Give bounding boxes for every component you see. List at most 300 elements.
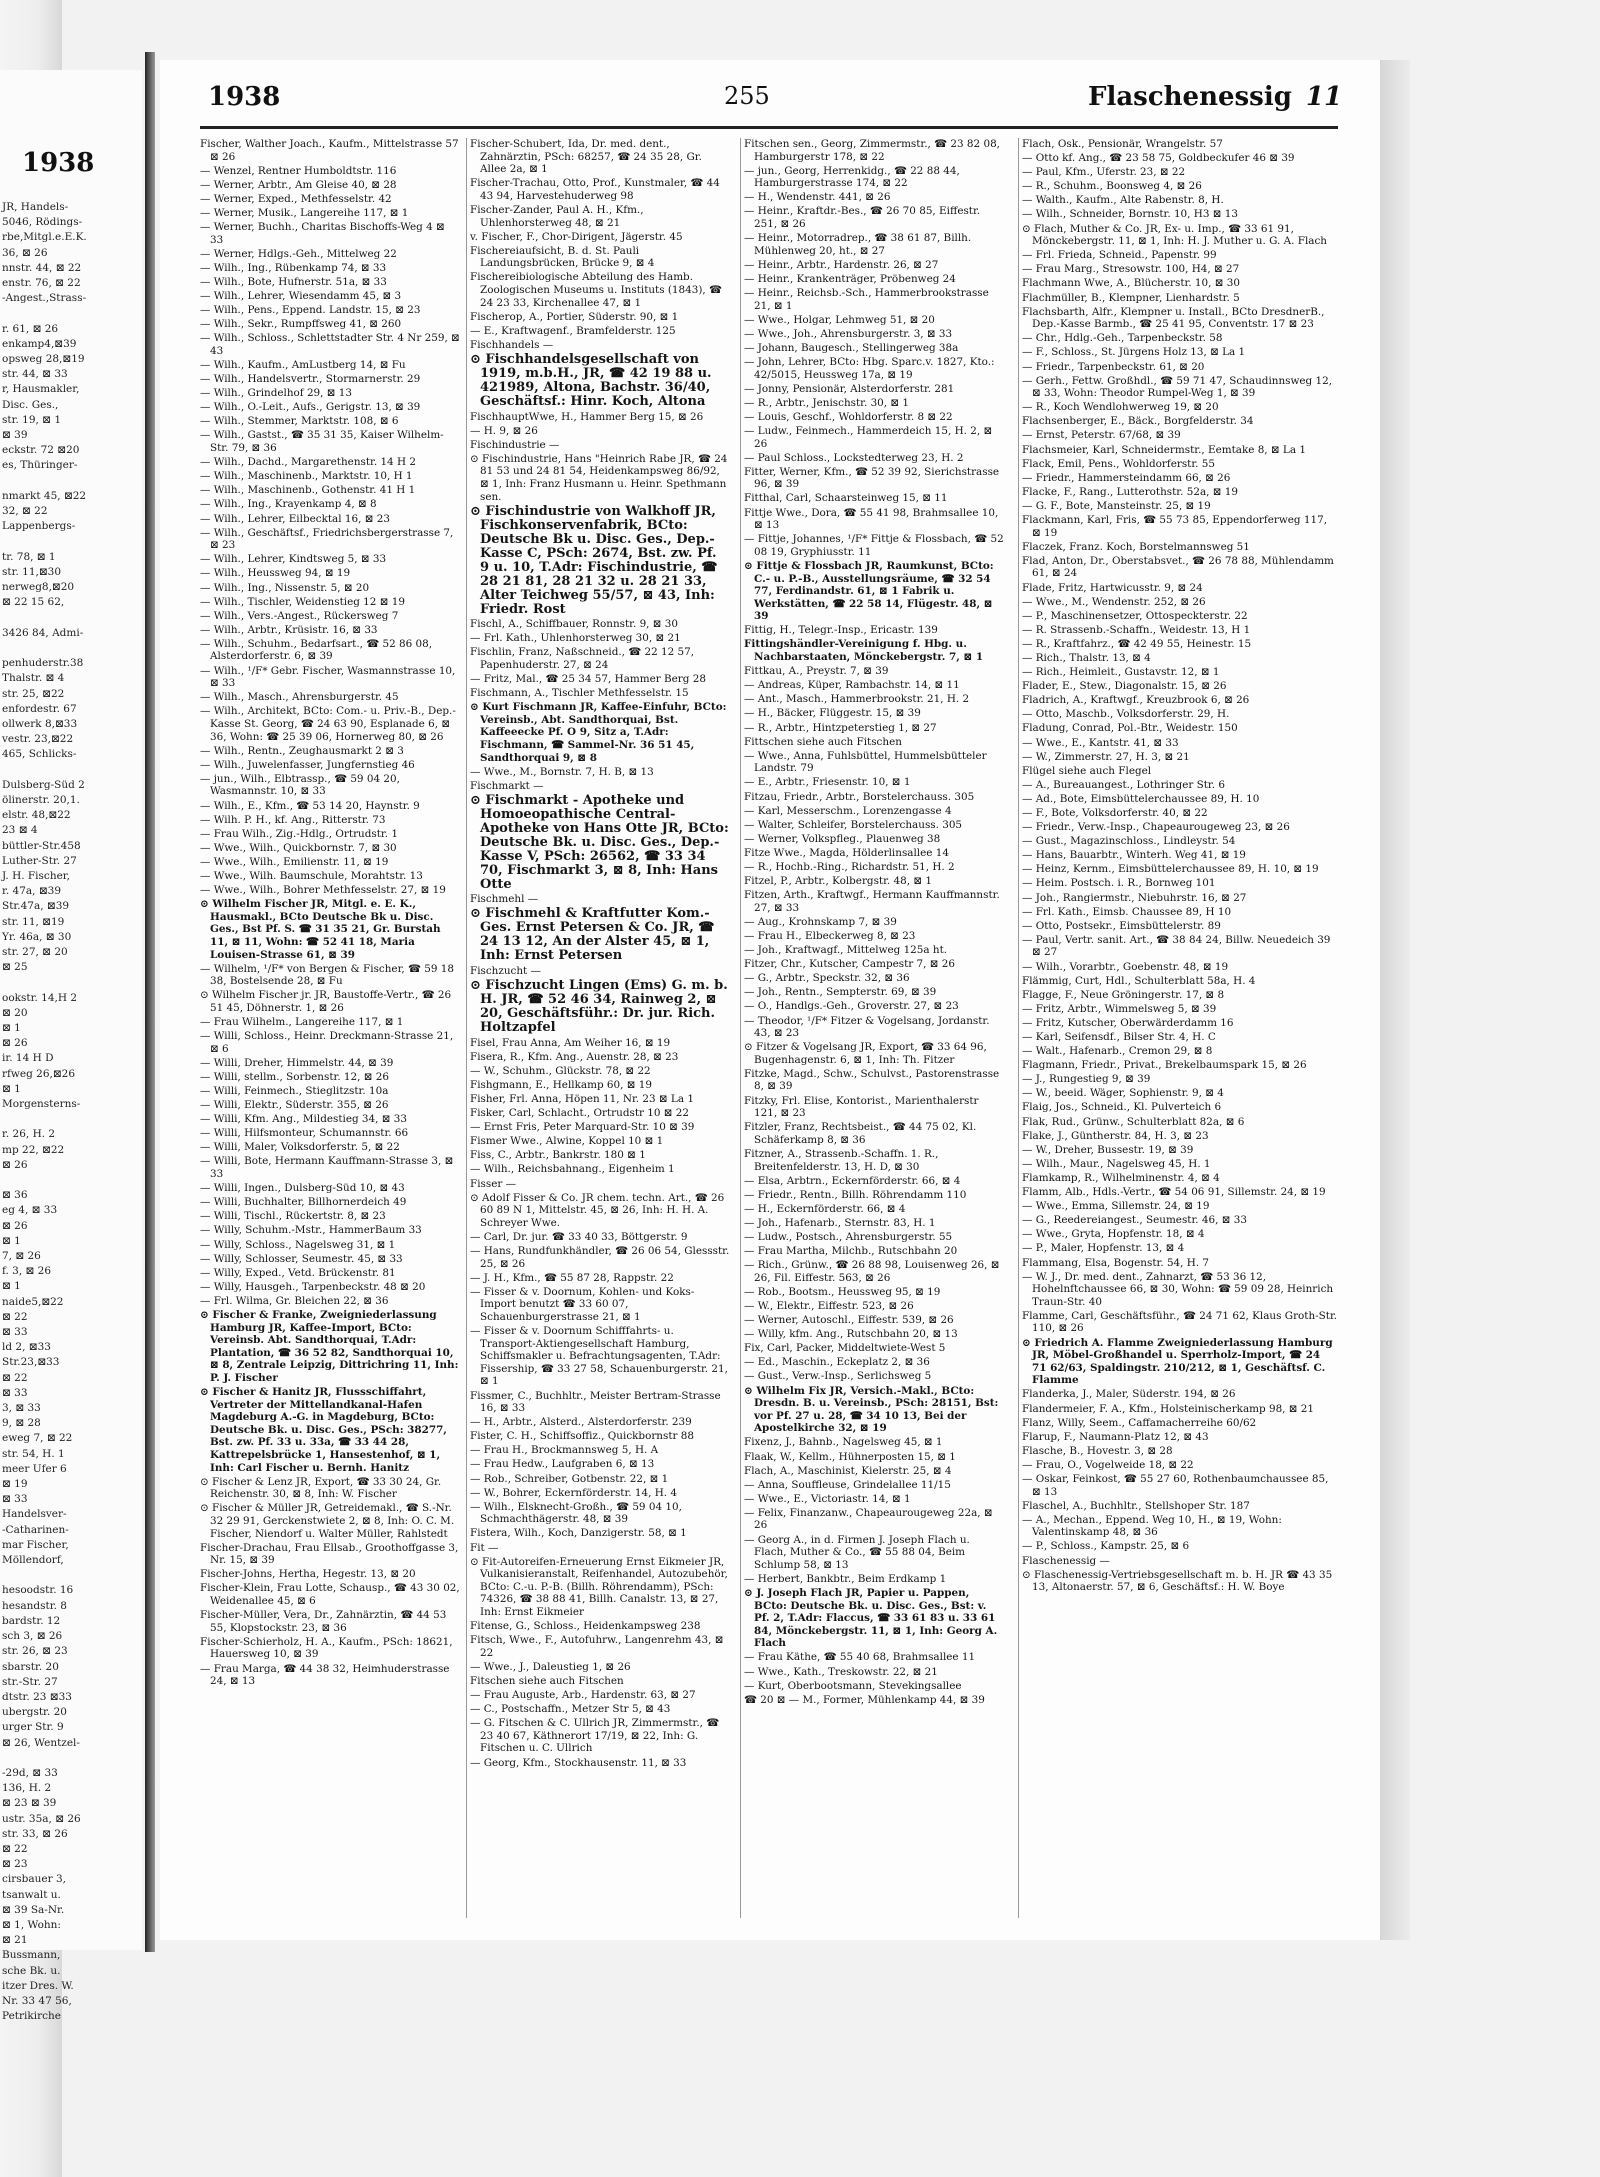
directory-entry: ⊙ Wilhelm Fischer jr. JR, Baustoffe-Vertr., ☎ 26 51 45, Döhnerstr. 1, ⊠ 26 xyxy=(200,989,452,1014)
directory-entry: Fischerop, A., Portier, Süderstr. 90, ⊠ 1 xyxy=(470,310,679,323)
directory-entry: Flaschel, A., Buchhltr., Stellshoper Str. 187 xyxy=(1022,1499,1250,1512)
previous-page-line: ⊠ 36 xyxy=(2,1189,28,1202)
directory-entry: ⊙ Wilhelm Fix JR, Versich.-Makl., BCto: Dresdn. B. u. Vereinsb., PSch: 28151, Bst: vor Pf. 27 u. 28, ☎ 34 10 13, Bei der Apostelkirche 32, ⊠ 19 xyxy=(744,1384,999,1435)
directory-entry: — Friedr., Rentn., Billh. Röhrendamm 110 xyxy=(744,1188,967,1201)
directory-entry: — Willi, Tischl., Rückertstr. 8, ⊠ 23 xyxy=(200,1210,386,1223)
directory-entry: ⊙ Fitzer & Vogelsang JR, Export, ☎ 33 64 96, Bugenhagenstr. 6, ⊠ 1, Inh: Th. Fitzer xyxy=(744,1041,987,1066)
directory-entry: ⊙ Fischindustrie von Walkhoff JR, Fischkonservenfabrik, BCto: Deutsche Bk u. Disc. Ges., Dep.-Kasse C, PSch: 2674, Bst. zw. Pf. 9 u. 10, T.Adr: Fischindustrie, ☎ 28 21 81, 28 21 32 u. 28 21 33, Alter Teichweg 55/57, ⊠ 43, Inh: Friedr. Rost xyxy=(470,503,718,617)
directory-entry: — Heinr., Reichsb.-Sch., Hammerbrookstrasse 21, ⊠ 1 xyxy=(744,287,989,312)
directory-entry: — P., Maschinensetzer, Ottospeckterstr. 22 xyxy=(1022,609,1248,622)
directory-entry: — Frl. Wilma, Gr. Bleichen 22, ⊠ 36 xyxy=(200,1294,389,1307)
directory-entry: Flackmann, Karl, Fris, ☎ 55 73 85, Eppendorferweg 117, ⊠ 19 xyxy=(1022,514,1327,539)
directory-entry: — Fisser & v. Doornum Schifffahrts- u. Transport-Aktiengesellschaft Hamburg, Schiffsmakler u. Befrachtungsagenten, T.Adr: Fissership, ☎ 33 27 58, Schauenburgerstr. 21, ⊠ 1 xyxy=(470,1325,728,1388)
directory-entry: — Wenzel, Rentner Humboldtstr. 116 xyxy=(200,164,397,177)
directory-entry: Flaak, W., Kellm., Hühnerposten 15, ⊠ 1 xyxy=(744,1450,956,1463)
directory-entry: — Willi, Maler, Volksdorferstr. 5, ⊠ 22 xyxy=(200,1141,400,1154)
directory-entry: Flanz, Willy, Seem., Caffamacherreihe 60/62 xyxy=(1022,1416,1257,1429)
directory-entry: Fisher, Frl. Anna, Höpen 11, Nr. 23 ⊠ La 1 xyxy=(470,1092,694,1105)
directory-entry: — Carl, Dr. jur. ☎ 33 40 33, Böttgerstr. 9 xyxy=(470,1230,688,1243)
previous-page-line: r. 61, ⊠ 26 xyxy=(2,322,59,335)
directory-entry: — Wwe., M., Bornstr. 7, H. B, ⊠ 13 xyxy=(470,765,654,778)
directory-entry: Fischzucht — xyxy=(470,964,541,977)
previous-page-line: dtstr. 23 ⊠33 xyxy=(2,1690,72,1703)
directory-entry: Fister, C. H., Schiffsoffiz., Quickbornstr 88 xyxy=(470,1430,695,1443)
directory-column-3 xyxy=(744,138,1004,1708)
directory-entry: — Rob., Schreiber, Gotbenstr. 22, ⊠ 1 xyxy=(470,1472,669,1485)
previous-page-line: 3426 84, Admi- xyxy=(2,626,84,639)
directory-entry: Flachmüller, B., Klempner, Lienhardstr. 5 xyxy=(1022,291,1240,304)
directory-entry: — Wilh., Vorarbtr., Goebenstr. 48, ⊠ 19 xyxy=(1022,960,1229,973)
previous-page-line: Yr. 46a, ⊠ 30 xyxy=(2,930,72,943)
previous-page-line: ⊠ 26 xyxy=(2,1037,28,1050)
previous-page-line: bardstr. 12 xyxy=(2,1614,61,1627)
directory-entry: — Willi, Ingen., Dulsberg-Süd 10, ⊠ 43 xyxy=(200,1182,405,1195)
column-divider xyxy=(1018,138,1019,1918)
directory-entry: — Frau Hedw., Laufgraben 6, ⊠ 13 xyxy=(470,1458,655,1471)
directory-entry: — Kurt, Oberbootsmann, Stevekingsallee xyxy=(744,1679,962,1692)
directory-entry: — Heinr., Arbtr., Hardenstr. 26, ⊠ 27 xyxy=(744,258,939,271)
previous-page-line: mar Fischer, xyxy=(2,1538,69,1551)
directory-entry: Flamm, Alb., Hdls.-Vertr., ☎ 54 06 91, Sillemstr. 24, ⊠ 19 xyxy=(1022,1186,1326,1199)
previous-page-line: ⊠ 33 xyxy=(2,1493,28,1506)
previous-page-line: 136, H. 2 xyxy=(2,1782,52,1795)
directory-entry: — Ludw., Feinmech., Hammerdeich 15, H. 2, ⊠ 26 xyxy=(744,424,993,450)
directory-entry: — Wwe., Wilh., Quickbornstr. 7, ⊠ 30 xyxy=(200,841,397,854)
previous-page-line xyxy=(2,474,142,489)
previous-page-line: es, Thüringer- xyxy=(2,459,78,472)
previous-page-line: ollwerk 8,⊠33 xyxy=(2,717,78,730)
directory-entry: — Georg A., in d. Firmen J. Joseph Flach u. Flach, Muther & Co., ☎ 55 88 04, Beim Schlump 58, ⊠ 13 xyxy=(744,1533,970,1571)
previous-page-line: Thalstr. ⊠ 4 xyxy=(2,672,65,685)
directory-entry: — F., Schloss., St. Jürgens Holz 13, ⊠ La 1 xyxy=(1022,346,1246,359)
directory-entry: Fischhandels — xyxy=(470,338,554,351)
directory-entry: — Wilh., Grindelhof 29, ⊠ 13 xyxy=(200,387,352,400)
directory-entry: Fiss, C., Arbtr., Bankrstr. 180 ⊠ 1 xyxy=(470,1149,646,1162)
previous-page-line: ⊠ 33 xyxy=(2,1326,28,1339)
directory-entry: — Oskar, Feinkost, ☎ 55 27 60, Rothenbaumchaussee 85, ⊠ 13 xyxy=(1022,1473,1329,1498)
directory-entry: Flaig, Jos., Schneid., Kl. Pulverteich 6 xyxy=(1022,1101,1222,1114)
directory-entry: — Wilh., Ing., Krayenkamp 4, ⊠ 8 xyxy=(200,498,377,511)
previous-page-line: Bussmann, xyxy=(2,1949,61,1962)
directory-entry: — J., Rungestieg 9, ⊠ 39 xyxy=(1022,1073,1151,1086)
directory-entry: Flad, Anton, Dr., Oberstabsvet., ☎ 26 78 88, Mühlendamm 61, ⊠ 24 xyxy=(1022,554,1334,580)
previous-page-line: ⊠ 22 15 62, xyxy=(2,596,65,609)
previous-page-line: Disc. Ges., xyxy=(2,398,59,411)
previous-page-line xyxy=(2,1173,142,1188)
directory-entry: — Chr., Hdlg.-Geh., Tarpenbeckstr. 58 xyxy=(1022,332,1223,345)
previous-page-line: sche Bk. u. xyxy=(2,1964,61,1977)
directory-entry: — Paul, Vertr. sanit. Art., ☎ 38 84 24, Billw. Neuedeich 39 ⊠ 27 xyxy=(1022,933,1331,959)
previous-page-line xyxy=(2,1751,142,1766)
directory-entry: — Wilh., Maur., Nagelsweg 45, H. 1 xyxy=(1022,1157,1211,1170)
directory-entry: — Wwe., J., Daleustieg 1, ⊠ 26 xyxy=(470,1660,631,1673)
directory-entry: — Willy, Schloss., Nagelsweg 31, ⊠ 1 xyxy=(200,1238,396,1251)
previous-page-line: sbarstr. 20 xyxy=(2,1660,59,1673)
directory-entry: — R., Arbtr., Hintzpeterstieg 1, ⊠ 27 xyxy=(744,721,937,734)
directory-entry: — Fritz, Kutscher, Oberwärderdamm 16 xyxy=(1022,1016,1234,1029)
directory-entry: — G. Fitschen & C. Ullrich JR, Zimmermstr., ☎ 23 40 67, Käthnerort 17/19, ⊠ 22, Inh: G. Fitschen u. C. Ullrich xyxy=(470,1717,720,1755)
previous-page-lines xyxy=(2,200,142,2024)
previous-page-line: str. 25, ⊠22 xyxy=(2,687,65,700)
previous-page-line: str. 11,⊠30 xyxy=(2,565,62,578)
directory-entry: — E., Kraftwagenf., Bramfelderstr. 125 xyxy=(470,324,676,337)
directory-entry: — Wilh., O.-Leit., Aufs., Gerigstr. 13, ⊠ 39 xyxy=(200,401,421,414)
directory-entry: — Rich., Heimleit., Gustavstr. 12, ⊠ 1 xyxy=(1022,666,1220,679)
directory-entry: — R., Koch Wendlohwerweg 19, ⊠ 20 xyxy=(1022,401,1219,414)
directory-entry: — Wilh., Kaufm., AmLustberg 14, ⊠ Fu xyxy=(200,359,406,371)
directory-entry: Flagmann, Friedr., Privat., Brekelbaumspark 15, ⊠ 26 xyxy=(1022,1059,1307,1072)
previous-page-line: ⊠ 22 xyxy=(2,1842,28,1855)
directory-entry: — Gust., Magazinschloss., Lindleystr. 54 xyxy=(1022,835,1236,848)
directory-entry: FischhauptWwe, H., Hammer Berg 15, ⊠ 26 xyxy=(470,410,704,423)
directory-entry: — Wilh., Ing., Rübenkamp 74, ⊠ 33 xyxy=(200,261,387,274)
previous-page-line: 32, ⊠ 22 xyxy=(2,505,48,518)
previous-page-line: ⊠ 26 xyxy=(2,1219,28,1232)
directory-entry: — Wwe., Joh., Ahrensburgerstr. 3, ⊠ 33 xyxy=(744,327,953,340)
directory-entry: — Rob., Bootsm., Heussweg 95, ⊠ 19 xyxy=(744,1285,941,1298)
directory-entry: Fischmann, A., Tischler Methfesselstr. 15 xyxy=(470,687,689,700)
directory-entry: — Wilh., Architekt, BCto: Com.- u. Priv.-B., Dep.-Kasse St. Georg, ☎ 24 63 90, Esplanade 6, ⊠ 36, Wohn: ☎ 25 39 06, Hornerweg 80, ⊠ 26 xyxy=(200,705,456,743)
directory-entry: — Frau Marg., Stresowstr. 100, H4, ⊠ 27 xyxy=(1022,263,1240,276)
directory-entry: Flamkamp, R., Wilhelminenstr. 4, ⊠ 4 xyxy=(1022,1171,1220,1184)
directory-entry: v. Fischer, F., Chor-Dirigent, Jägerstr. 45 xyxy=(470,230,683,243)
directory-entry: Flamme, Carl, Geschäftsführ., ☎ 24 71 62, Klaus Groth-Str. 110, ⊠ 26 xyxy=(1022,1309,1338,1335)
directory-entry: — Paul Schloss., Lockstedterweg 23, H. 2 xyxy=(744,451,964,464)
page-gutter xyxy=(145,52,155,1952)
directory-entry: — Wwe., Anna, Fuhlsbüttel, Hummelsbütteler Landstr. 79 xyxy=(744,749,987,775)
directory-entry: — Frl. Kath., Eimsb. Chaussee 89, H 10 xyxy=(1022,905,1232,918)
directory-entry: — Wwe., M., Wendenstr. 252, ⊠ 26 xyxy=(1022,595,1206,608)
previous-page-line: Morgensterns- xyxy=(2,1097,81,1110)
directory-entry: — Rich., Grünw., ☎ 26 88 98, Louisenweg 26, ⊠ 26, Fil. Eiffestr. 563, ⊠ 26 xyxy=(744,1259,1000,1284)
previous-page-line xyxy=(2,610,142,625)
directory-entry: — A., Mechan., Eppend. Weg 10, H., ⊠ 19, Wohn: Valentinskamp 48, ⊠ 36 xyxy=(1022,1513,1282,1539)
directory-entry: — Wwe., Holgar, Lehmweg 51, ⊠ 20 xyxy=(744,313,935,326)
directory-entry: — Wilh., Arbtr., Krüsistr. 16, ⊠ 33 xyxy=(200,623,378,636)
previous-page-line: str.-Str. 27 xyxy=(2,1675,58,1688)
directory-entry: ⊙ Fischer & Franke, Zweigniederlassung Hamburg JR, Kaffee-Import, BCto: Vereinsb. Abt. Sandthorquai, T.Adr: Plantation, ☎ 36 52 82, Sandthorquai 10, ⊠ 8, Zentrale Leipzig, Dittrichring 11, Inh: P. J. Fischer xyxy=(200,1308,459,1384)
directory-entry: ⊙ Fischhandelsgesellschaft von 1919, m.b.H., JR, ☎ 42 19 88 u. 421989, Altona, Bachstr. 36/40, Geschäftsf.: Hinr. Koch, Altona xyxy=(470,352,712,409)
directory-entry: — A., Bureauangest., Lothringer Str. 6 xyxy=(1022,778,1225,791)
previous-page-line: eckstr. 72 ⊠20 xyxy=(2,444,80,457)
previous-page-line: naide5,⊠22 xyxy=(2,1295,64,1308)
directory-entry: — R. Strassenb.-Schaffn., Weidestr. 13, H 1 xyxy=(1022,623,1251,636)
directory-entry: Fitzky, Frl. Elise, Kontorist., Marienthalerstr 121, ⊠ 23 xyxy=(744,1094,979,1120)
directory-entry: Fitschen sen., Georg, Zimmermstr., ☎ 23 82 08, Hamburgerstr 178, ⊠ 22 xyxy=(744,138,1000,163)
directory-entry: — Wilh., Lehrer, Eilbecktal 16, ⊠ 23 xyxy=(200,512,390,525)
directory-entry: — Wilh., Ing., Nissenstr. 5, ⊠ 20 xyxy=(200,581,370,594)
directory-entry: Fisera, R., Kfm. Ang., Auenstr. 28, ⊠ 23 xyxy=(470,1050,679,1063)
directory-entry: — Friedr., Hammersteindamm 66, ⊠ 26 xyxy=(1022,471,1231,484)
directory-entry: — jun., Wilh., Elbtrassp., ☎ 59 04 20, Wasmannstr. 10, ⊠ 33 xyxy=(200,772,400,798)
directory-entry: Flachsbarth, Alfr., Klempner u. Install., BCto DresdnerB., Dep.-Kasse Barmb., ☎ 25 41 95, Conventstr. 17 ⊠ 23 xyxy=(1022,305,1325,331)
directory-entry: — Frl. Kath., Uhlenhorsterweg 30, ⊠ 21 xyxy=(470,632,681,645)
previous-page-line: ⊠ 1 xyxy=(2,1021,21,1034)
previous-page-line: str. 19, ⊠ 1 xyxy=(2,413,62,426)
previous-page-line: nmarkt 45, ⊠22 xyxy=(2,489,87,502)
directory-entry: Fischer-Schubert, Ida, Dr. med. dent., Zahnärztin, PSch: 68257, ☎ 24 35 28, Gr. Allee 2a, ⊠ 1 xyxy=(470,138,702,176)
directory-entry: Flämmig, Curt, Hdl., Schulterblatt 58a, H. 4 xyxy=(1022,974,1256,987)
directory-entry: Flak, Rud., Grünw., Schulterblatt 82a, ⊠ 6 xyxy=(1022,1115,1245,1128)
previous-page-line: ⊠ 19 xyxy=(2,1478,28,1491)
directory-entry: Flach, Osk., Pensionär, Wrangelstr. 57 xyxy=(1022,138,1223,150)
previous-page-line: ⊠ 39 xyxy=(2,429,28,442)
previous-page-line: 5046, Rödings- xyxy=(2,216,83,229)
directory-entry: — Ed., Maschin., Eckeplatz 2, ⊠ 36 xyxy=(744,1356,930,1369)
previous-page-line xyxy=(2,763,142,778)
running-title-text: Flaschenessig xyxy=(1088,82,1292,112)
directory-entry: — Wilh., Sekr., Rumpffsweg 41, ⊠ 260 xyxy=(200,318,402,331)
directory-entry: — Wwe., Wilh., Emilienstr. 11, ⊠ 19 xyxy=(200,855,389,868)
directory-entry: ⊙ Fischzucht Lingen (Ems) G. m. b. H. JR, ☎ 52 46 34, Rainweg 2, ⊠ 20, Geschäftsführ.: Dr. jur. Rich. Holtzapfel xyxy=(470,978,728,1036)
previous-page-line: rbe,Mitgl.e.E.K. xyxy=(2,231,87,244)
directory-entry: — Willi, Buchhalter, Billhornerdeich 49 xyxy=(200,1196,407,1209)
directory-entry: — Wilh., Schloss., Schlettstadter Str. 4 Nr 259, ⊠ 43 xyxy=(200,332,460,357)
directory-entry: — Andreas, Küper, Rambachstr. 14, ⊠ 11 xyxy=(744,679,960,692)
directory-entry: Fisel, Frau Anna, Am Weiher 16, ⊠ 19 xyxy=(470,1036,671,1049)
directory-entry: Flack, Emil, Pens., Wohldorferstr. 55 xyxy=(1022,457,1215,470)
directory-entry: — Wwe., Gryta, Hopfenstr. 18, ⊠ 4 xyxy=(1022,1228,1205,1241)
previous-page-line: str. 26, ⊠ 23 xyxy=(2,1645,68,1658)
previous-page-line: hesoodstr. 16 xyxy=(2,1584,74,1597)
directory-entry: Flanderka, J., Maler, Süderstr. 194, ⊠ 26 xyxy=(1022,1388,1236,1401)
directory-entry: — Johann, Baugesch., Stellingerweg 38a xyxy=(744,341,959,354)
directory-entry: — H. 9, ⊠ 26 xyxy=(470,424,538,437)
directory-entry: — Werner, Exped., Methfesselstr. 42 xyxy=(200,192,392,205)
directory-entry: — Fritz, Arbtr., Wimmelsweg 5, ⊠ 39 xyxy=(1022,1002,1217,1015)
previous-page-line: ⊠ 39 Sa-Nr. xyxy=(2,1903,65,1916)
directory-entry: ⊙ Adolf Fisser & Co. JR chem. techn. Art., ☎ 26 60 89 N 1, Mittelstr. 45, ⊠ 26, Inh: H. H. A. Schreyer Wwe. xyxy=(470,1191,725,1229)
directory-entry: — Wilh., Schneider, Bornstr. 10, H3 ⊠ 13 xyxy=(1022,208,1238,221)
directory-entry: ⊙ J. Joseph Flach JR, Papier u. Pappen, BCto: Deutsche Bk. u. Disc. Ges., Bst: v. Pf. 2, T.Adr: Flaccus, ☎ 33 61 83 u. 33 61 84, Mönckebergstr. 11, ⊠ 1, Inh: Georg A. Flach xyxy=(744,1586,998,1650)
directory-entry: — Otto, Maschb., Volksdorferstr. 29, H. xyxy=(1022,708,1230,721)
directory-entry: — Friedr., Tarpenbeckstr. 61, ⊠ 20 xyxy=(1022,360,1205,373)
directory-entry: Fischindustrie — xyxy=(470,438,560,451)
previous-page-line: Str.23,⊠33 xyxy=(2,1356,60,1369)
directory-entry: — W., Elektr., Eiffestr. 523, ⊠ 26 xyxy=(744,1299,914,1312)
directory-entry: — Wilh., Heussweg 94, ⊠ 19 xyxy=(200,567,351,580)
previous-page-line: Lappenbergs- xyxy=(2,520,76,533)
directory-entry: — Wwe., E., Kantstr. 41, ⊠ 33 xyxy=(1022,736,1179,749)
previous-page-line: itzer Dres. W. xyxy=(2,1979,74,1992)
directory-entry: — Frau Martha, Milchb., Rutschbahn 20 xyxy=(744,1245,958,1258)
directory-entry: Flügel siehe auch Flegel xyxy=(1022,764,1152,777)
directory-entry: — Wilhelm, ¹/F* von Bergen & Fischer, ☎ 59 18 38, Bostelsende 28, ⊠ Fu xyxy=(200,962,455,988)
directory-entry: ⊙ Fischer & Hanitz JR, Flussschiffahrt, Vertreter der Mittellandkanal-Hafen Magdeburg A.-G. in Magdeburg, BCto: Deutsche Bk. u. Disc. Ges., PSch: 38277, Bst. zw. Pf. 33 u. 33a, ☎ 33 44 28, Kattrepelsbrücke 1, Hansestenhof, ⊠ 1, Inh: Carl Fischer u. Bernh. Hanitz xyxy=(200,1386,447,1474)
directory-entry: Fitzner, A., Strassenb.-Schaffn. 1. R., Breitenfelderstr. 13, H. D, ⊠ 30 xyxy=(744,1147,939,1173)
directory-entry: Flachmann Wwe, A., Blücherstr. 10, ⊠ 30 xyxy=(1022,277,1240,290)
directory-entry: — R., Schuhm., Boonsweg 4, ⊠ 26 xyxy=(1022,180,1202,193)
directory-entry: — Wwe., Wilh., Bohrer Methfesselstr. 27, ⊠ 19 xyxy=(200,884,446,897)
directory-entry: — Gust., Verw.-Insp., Serlichsweg 5 xyxy=(744,1370,932,1383)
previous-page-line: elstr. 48,⊠22 xyxy=(2,809,71,822)
directory-entry: — Anna, Souffleuse, Grindelallee 11/15 xyxy=(744,1478,951,1491)
directory-entry: — Ad., Bote, Eimsbüttelerchaussee 89, H. 10 xyxy=(1022,792,1260,805)
previous-page-line: 3, ⊠ 33 xyxy=(2,1402,41,1415)
previous-page-line: penhuderstr.38 xyxy=(2,657,84,670)
directory-entry: ⊙ Wilhelm Fischer JR, Mitgl. e. E. K., Hausmakl., BCto Deutsche Bk u. Disc. Ges., Bst Pf. S. ☎ 31 35 21, Gr. Burstah 11, ⊠ 11, Wohn: ☎ 52 41 18, Maria Louisen-Strasse 61, ⊠ 39 xyxy=(200,898,441,961)
directory-entry: Fitzel, P., Arbtr., Kolbergstr. 48, ⊠ 1 xyxy=(744,875,932,888)
directory-entry: — Wilh., Maschinenb., Marktstr. 10, H 1 xyxy=(200,470,413,483)
previous-page-line: str. 54, H. 1 xyxy=(2,1447,65,1460)
directory-entry: — Willi, Schloss., Heinr. Dreckmann-Strasse 21, ⊠ 6 xyxy=(200,1030,454,1055)
previous-page-line: cirsbauer 3, xyxy=(2,1873,66,1886)
directory-entry: — Wilh., Lehrer, Kindtsweg 5, ⊠ 33 xyxy=(200,553,387,566)
page-shadow xyxy=(1380,60,1410,1940)
page-running-title xyxy=(1088,82,1342,112)
directory-entry: — Frau Käthe, ☎ 55 40 68, Brahmsallee 11 xyxy=(744,1651,976,1664)
previous-page-line: mp 22, ⊠22 xyxy=(2,1143,65,1156)
previous-page-line: J. H. Fischer, xyxy=(2,869,70,882)
directory-entry: — Frau, O., Vogelweide 18, ⊠ 22 xyxy=(1022,1458,1194,1471)
directory-entry: Fischer-Schierholz, H. A., Kaufm., PSch: 18621, Hauersweg 10, ⊠ 39 xyxy=(200,1635,453,1661)
previous-page-line: vestr. 23,⊠22 xyxy=(2,733,74,746)
directory-entry: Fix, Carl, Packer, Middeltwiete-West 5 xyxy=(744,1342,946,1355)
previous-page-line: ⊠ 22 xyxy=(2,1371,28,1384)
directory-entry: Fissmer, C., Buchhltr., Meister Bertram-Strasse 16, ⊠ 33 xyxy=(470,1389,721,1415)
directory-entry: Flach, A., Maschinist, Kielerstr. 25, ⊠ 4 xyxy=(744,1464,952,1477)
previous-page-line: nerweg8,⊠20 xyxy=(2,581,75,594)
directory-entry: Flade, Fritz, Hartwicusstr. 9, ⊠ 24 xyxy=(1022,581,1203,594)
directory-entry: — Wilh., Geschäftsf., Friedrichsbergerstrasse 7, ⊠ 23 xyxy=(200,526,454,552)
directory-entry: — Wilh., Stemmer, Marktstr. 108, ⊠ 6 xyxy=(200,415,399,428)
directory-entry: — Karl, Seifensdf., Bilser Str. 4, H. C xyxy=(1022,1031,1216,1043)
directory-entry: Fitsch, Wwe., F., Autofuhrw., Langenrehm 43, ⊠ 22 xyxy=(470,1634,724,1659)
directory-entry: — W., Zimmerstr. 27, H. 3, ⊠ 21 xyxy=(1022,750,1190,763)
header-rule xyxy=(200,126,1338,129)
directory-entry: — W., Bohrer, Eckernförderstr. 14, H. 4 xyxy=(470,1486,677,1499)
directory-entry: — Ernst Fris, Peter Marquard-Str. 10 ⊠ 39 xyxy=(470,1121,695,1134)
directory-entry: — Otto, Postsekr., Eimsbüttelerstr. 89 xyxy=(1022,919,1221,932)
previous-page-line: ustr. 35a, ⊠ 26 xyxy=(2,1812,81,1825)
directory-entry: Fischer-Klein, Frau Lotte, Schausp., ☎ 43 30 02, Weidenallee 45, ⊠ 6 xyxy=(200,1582,460,1608)
directory-entry: Flachsenberger, E., Bäck., Borgfelderstr. 34 xyxy=(1022,415,1254,428)
directory-entry: Fitzau, Friedr., Arbtr., Borstelerchauss. 305 xyxy=(744,790,975,803)
directory-entry: — Wwe., Emma, Sillemstr. 24, ⊠ 19 xyxy=(1022,1200,1210,1213)
previous-page-line: Möllendorf, xyxy=(2,1554,64,1567)
directory-entry: — Hans, Bauarbtr., Winterh. Weg 41, ⊠ 19 xyxy=(1022,849,1246,862)
directory-entry: Fischer-Zander, Paul A. H., Kfm., Uhlenhorsterweg 48, ⊠ 21 xyxy=(470,203,644,229)
directory-entry: — Wilh., Rentn., Zeughausmarkt 2 ⊠ 3 xyxy=(200,744,404,757)
directory-entry: — G. F., Bote, Mansteinstr. 25, ⊠ 19 xyxy=(1022,499,1211,512)
directory-entry: — Willy, Schuhm.-Mstr., HammerBaum 33 xyxy=(200,1224,422,1237)
directory-entry: Fittkau, A., Preystr. 7, ⊠ 39 xyxy=(744,665,889,678)
previous-page-line xyxy=(2,306,142,321)
directory-entry: Flacke, F., Rang., Lutterothstr. 52a, ⊠ 19 xyxy=(1022,485,1238,498)
directory-entry: ⊙ Fischer & Müller JR, Getreidemakl., ☎ S.-Nr. 32 29 91, Gerckenstwiete 2, ⊠ 8, Inh: O. C. M. Fischer, Niendorf u. Walter Müller, Rahlstedt xyxy=(200,1502,455,1540)
directory-entry: Fisker, Carl, Schlacht., Ortrudstr 10 ⊠ 22 xyxy=(470,1107,690,1120)
directory-entry: — Fisser & v. Doornum, Kohlen- und Koks-Import benutzt ☎ 33 60 07, Schauenburgerstrasse 21, ⊠ 1 xyxy=(470,1285,695,1323)
directory-entry: — Frl. Frieda, Schneid., Papenstr. 99 xyxy=(1022,249,1217,262)
directory-entry: — John, Lehrer, BCto: Hbg. Sparc.v. 1827, Kto.: 42/5015, Heussweg 17a, ⊠ 19 xyxy=(744,356,995,381)
directory-entry: Fitter, Werner, Kfm., ☎ 52 39 92, Sierichstrasse 96, ⊠ 39 xyxy=(744,465,1000,491)
previous-page-line: ⊠ 22 xyxy=(2,1310,28,1323)
previous-page-line: ⊠ 1 xyxy=(2,1280,21,1293)
previous-page-line: sch 3, ⊠ 26 xyxy=(2,1630,63,1643)
directory-entry: — C., Postschaffn., Metzer Str 5, ⊠ 43 xyxy=(470,1703,671,1716)
directory-entry: — Willi, Kfm. Ang., Mildestieg 34, ⊠ 33 xyxy=(200,1113,407,1126)
previous-page-line: urger Str. 9 xyxy=(2,1721,64,1734)
previous-page-line: enfordestr. 67 xyxy=(2,702,77,715)
directory-entry: — Werner, Autoschl., Eiffestr. 539, ⊠ 26 xyxy=(744,1314,954,1327)
previous-page-line: Petrikirche xyxy=(2,2010,62,2023)
directory-entry: — Fittje, Johannes, ¹/F* Fittje & Flossbach, ☎ 52 08 19, Gryphiusstr. 11 xyxy=(744,533,1004,558)
directory-entry: — Wwe., E., Victoriastr. 14, ⊠ 1 xyxy=(744,1492,911,1505)
directory-entry: — Wilh., Masch., Ahrensburgerstr. 45 xyxy=(200,691,399,704)
directory-entry: — Frau H., Elbeckerweg 8, ⊠ 23 xyxy=(744,929,916,942)
directory-entry: Flammang, Elsa, Bogenstr. 54, H. 7 xyxy=(1022,1256,1210,1269)
directory-entry: — Willi, stellm., Sorbenstr. 12, ⊠ 26 xyxy=(200,1070,389,1083)
directory-entry: — Joh., Kraftwagf., Mittelweg 125a ht. xyxy=(744,944,948,957)
directory-entry: ☎ 20 ⊠ — M., Former, Mühlenkamp 44, ⊠ 39 xyxy=(744,1693,985,1706)
directory-entry: — Willy, Exped., Vetd. Brückenstr. 81 xyxy=(200,1266,396,1279)
previous-page-line: ölinerstr. 20,1. xyxy=(2,793,80,806)
directory-entry: — Georg, Kfm., Stockhausenstr. 11, ⊠ 33 xyxy=(470,1756,687,1769)
directory-entry: — Walter, Schleifer, Borstelerchauss. 305 xyxy=(744,818,963,831)
previous-page-line: ⊠ 1 xyxy=(2,1082,21,1095)
previous-page-line: tr. 78, ⊠ 1 xyxy=(2,550,56,563)
page-number: 255 xyxy=(724,82,770,110)
previous-page-line: 465, Schlicks- xyxy=(2,748,77,761)
directory-entry: — Elsa, Arbtrn., Eckernförderstr. 66, ⊠ 4 xyxy=(744,1174,961,1187)
previous-page-line: ⊠ 20 xyxy=(2,1006,28,1019)
directory-entry: Fishgmann, E., Hellkamp 60, ⊠ 19 xyxy=(470,1078,652,1091)
directory-entry: ⊙ Flach, Muther & Co. JR, Ex- u. Imp., ☎ 33 61 91, Mönckebergstr. 11, ⊠ 1, Inh: H. J. Muther u. G. A. Flach xyxy=(1022,222,1327,248)
directory-entry: Fitense, G., Schloss., Heidenkampsweg 238 xyxy=(470,1620,701,1633)
previous-page-edge xyxy=(0,70,142,2023)
previous-page-line: ⊠ 25 xyxy=(2,961,28,974)
directory-entry: — E., Arbtr., Friesenstr. 10, ⊠ 1 xyxy=(744,776,911,789)
directory-entry: Fixenz, J., Bahnb., Nagelsweg 45, ⊠ 1 xyxy=(744,1436,943,1449)
directory-entry: — Wilh., ¹/F* Gebr. Fischer, Wasmannstrasse 10, ⊠ 33 xyxy=(200,664,456,690)
directory-entry: — Werner, Buchh., Charitas Bischoffs-Weg 4 ⊠ 33 xyxy=(200,221,445,246)
directory-entry: Fischereibiologische Abteilung des Hamb. Zoologischen Museums u. Instituts (1843), ☎ 24 23 33, Kirchenallee 47, ⊠ 1 xyxy=(470,271,722,309)
directory-entry: Fitzler, Franz, Rechtsbeist., ☎ 44 75 02, Kl. Schäferkamp 8, ⊠ 36 xyxy=(744,1121,977,1146)
directory-entry: Fit — xyxy=(470,1541,499,1554)
directory-entry: — Frau Marga, ☎ 44 38 32, Heimhuderstrasse 24, ⊠ 13 xyxy=(200,1662,450,1688)
directory-entry: — Hans, Rundfunkhändler, ☎ 26 06 54, Glessstr. 25, ⊠ 26 xyxy=(470,1244,730,1270)
directory-entry: Fistera, Wilh., Koch, Danzigerstr. 58, ⊠ 1 xyxy=(470,1527,687,1540)
directory-entry: — Willi, Feinmech., Stieglitzstr. 10a xyxy=(200,1084,389,1097)
directory-entry: ⊙ Fischmehl & Kraftfutter Kom.-Ges. Ernst Petersen & Co. JR, ☎ 24 13 12, An der Alster 45, ⊠ 1, Inh: Ernst Petersen xyxy=(470,906,715,964)
previous-page-line xyxy=(2,975,142,990)
directory-entry: Flasche, B., Hovestr. 3, ⊠ 28 xyxy=(1022,1444,1173,1457)
directory-entry: — Friedr., Verw.-Insp., Chapeaurougeweg 23, ⊠ 26 xyxy=(1022,821,1290,834)
directory-entry: — Wilh., Gastst., ☎ 35 31 35, Kaiser Wilhelm-Str. 79, ⊠ 36 xyxy=(200,429,444,455)
previous-page-line: nnstr. 44, ⊠ 22 xyxy=(2,261,82,274)
directory-entry: Fitschen siehe auch Fitschen xyxy=(470,1674,624,1687)
directory-entry: — Heinr., Krankenträger, Pröbenweg 24 xyxy=(744,272,956,285)
previous-page-line xyxy=(2,1568,142,1583)
previous-page-line: eg 4, ⊠ 33 xyxy=(2,1204,58,1217)
directory-column-1 xyxy=(200,138,460,1689)
directory-entry: — Wilh., Lehrer, Wiesendamm 45, ⊠ 3 xyxy=(200,290,402,303)
previous-page-line: r, Hausmakler, xyxy=(2,383,80,396)
directory-column-2 xyxy=(470,138,730,1771)
directory-entry: Fladrich, A., Kraftwgf., Kreuzbrook 6, ⊠ 26 xyxy=(1022,694,1250,707)
directory-entry: — R., Arbtr., Jenischstr. 30, ⊠ 1 xyxy=(744,396,910,409)
directory-entry: — Frau H., Brockmannsweg 5, H. A xyxy=(470,1444,659,1457)
directory-entry: — H., Eckernförderstr. 66, ⊠ 4 xyxy=(744,1202,906,1215)
directory-entry: Fitzer, Chr., Kutscher, Campestr 7, ⊠ 26 xyxy=(744,958,955,971)
directory-entry: — Heinr., Kraftdr.-Bes., ☎ 26 70 85, Eiffestr. 251, ⊠ 26 xyxy=(744,205,981,231)
directory-entry: ⊙ Fischer & Lenz JR, Export, ☎ 33 30 24, Gr. Reichenstr. 30, ⊠ 8, Inh: W. Fischer xyxy=(200,1475,442,1501)
directory-entry: — Herbert, Bankbtr., Beim Erdkamp 1 xyxy=(744,1572,947,1585)
previous-page-line: Dulsberg-Süd 2 xyxy=(2,778,85,791)
directory-entry: — Walt., Hafenarb., Cremon 29, ⊠ 8 xyxy=(1022,1045,1213,1058)
directory-entry: Flarup, F., Naumann-Platz 12, ⊠ 43 xyxy=(1022,1430,1209,1443)
directory-entry: — Willy, Hausgeh., Tarpenbeckstr. 48 ⊠ 20 xyxy=(200,1280,426,1293)
